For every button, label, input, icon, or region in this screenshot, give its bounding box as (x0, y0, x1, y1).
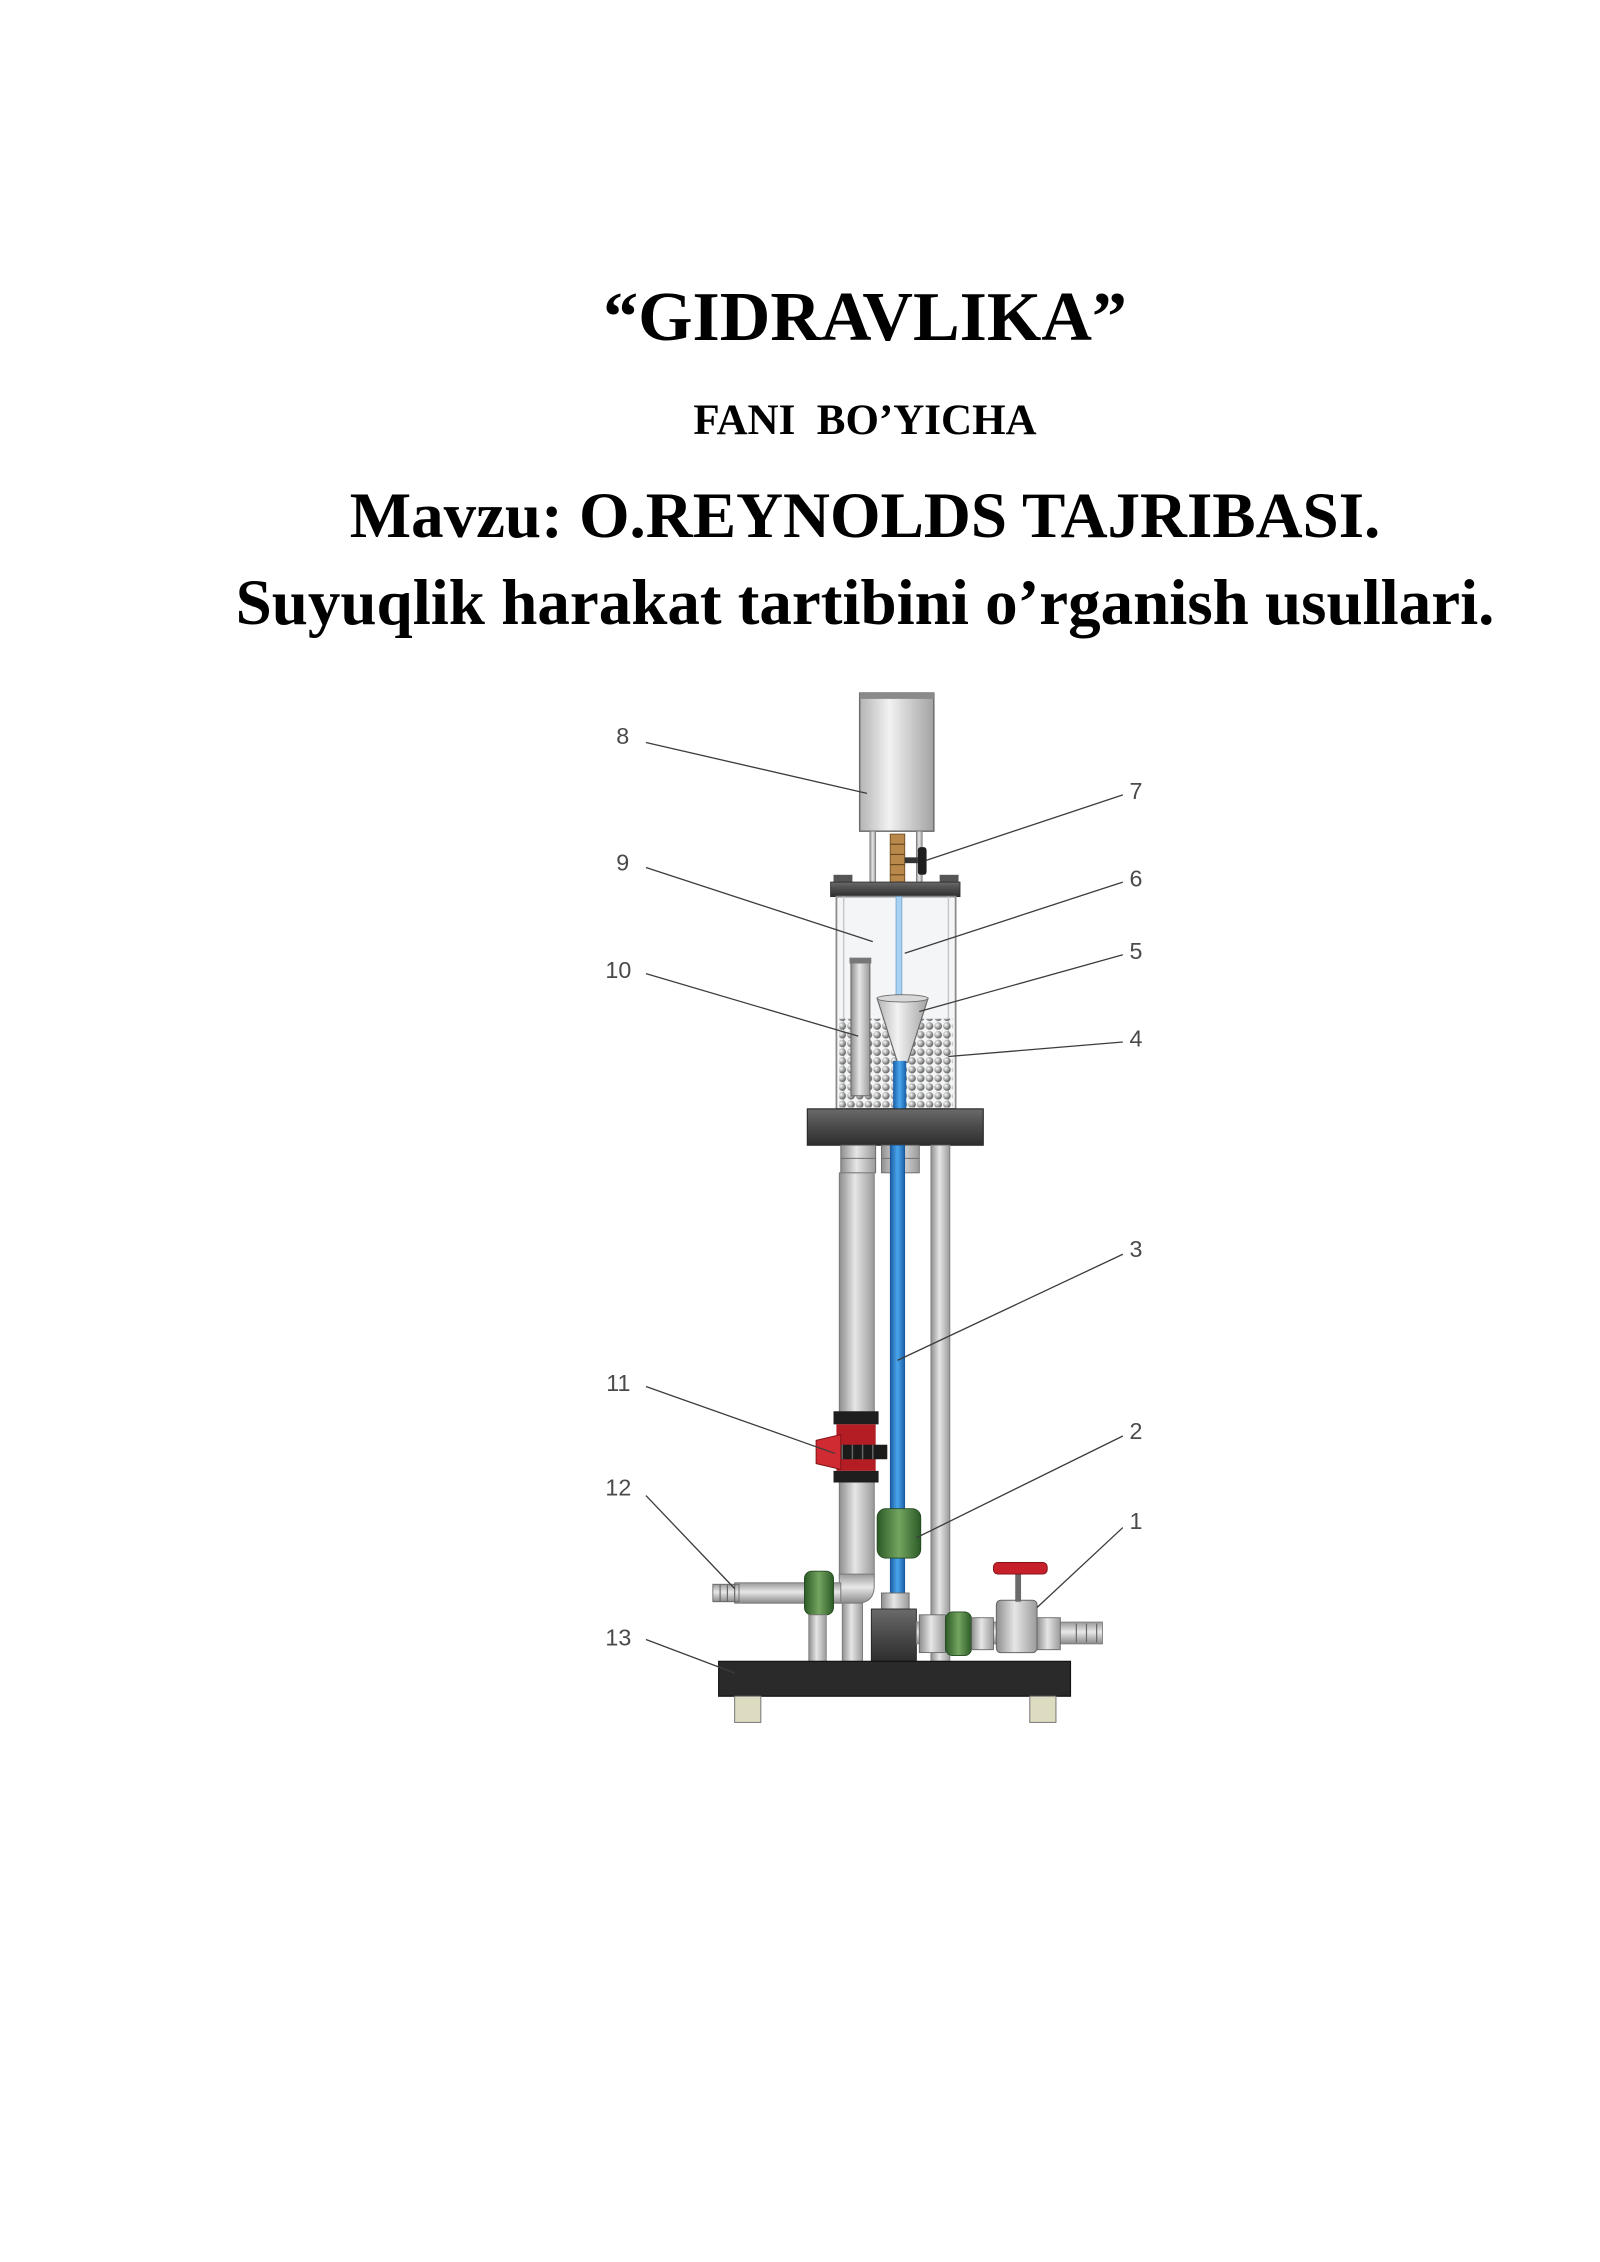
subject-subtitle: FANI BO’YICHA (693, 397, 1037, 444)
topic-subheading: Suyuqlik harakat tartibini o’rganish usullari. (235, 567, 1495, 639)
label-dye-feed-tube: 6 (1129, 865, 1143, 892)
document-title: “GIDRAVLIKA” (603, 279, 1127, 356)
reynolds-apparatus-diagram (582, 684, 1149, 1746)
flange-connectors (841, 1145, 920, 1173)
dye-tank (860, 693, 934, 831)
topic-heading: Mavzu: O.REYNOLDS TAJRIBASI. (349, 480, 1381, 552)
tube-coupling (877, 1509, 921, 1558)
label-reservoir: 9 (616, 849, 630, 876)
label-dye-tank: 8 (616, 722, 630, 749)
base-plate (719, 1661, 1071, 1722)
label-base-plate: 13 (605, 1624, 632, 1651)
label-test-tube: 3 (1129, 1236, 1143, 1263)
label-dye-valve: 7 (1129, 778, 1143, 805)
support-rod (931, 1145, 950, 1661)
flow-control-valve (816, 1411, 887, 1482)
bottom-block (871, 1593, 916, 1661)
bottom-flange (807, 1109, 983, 1145)
label-funnel: 5 (1129, 938, 1143, 965)
dye-feed-tube (896, 897, 902, 1002)
label-inlet-valve: 1 (1129, 1508, 1143, 1535)
label-overflow-tube: 10 (605, 957, 632, 984)
label-flow-valve: 11 (606, 1369, 631, 1396)
label-ball-layer: 4 (1129, 1025, 1143, 1052)
drain-pipe (839, 1173, 874, 1577)
test-tube-upper (893, 1061, 906, 1110)
overflow-tube (850, 958, 872, 1096)
label-tube-coupling: 2 (1129, 1417, 1143, 1444)
label-outlet-elbow: 12 (605, 1474, 632, 1501)
